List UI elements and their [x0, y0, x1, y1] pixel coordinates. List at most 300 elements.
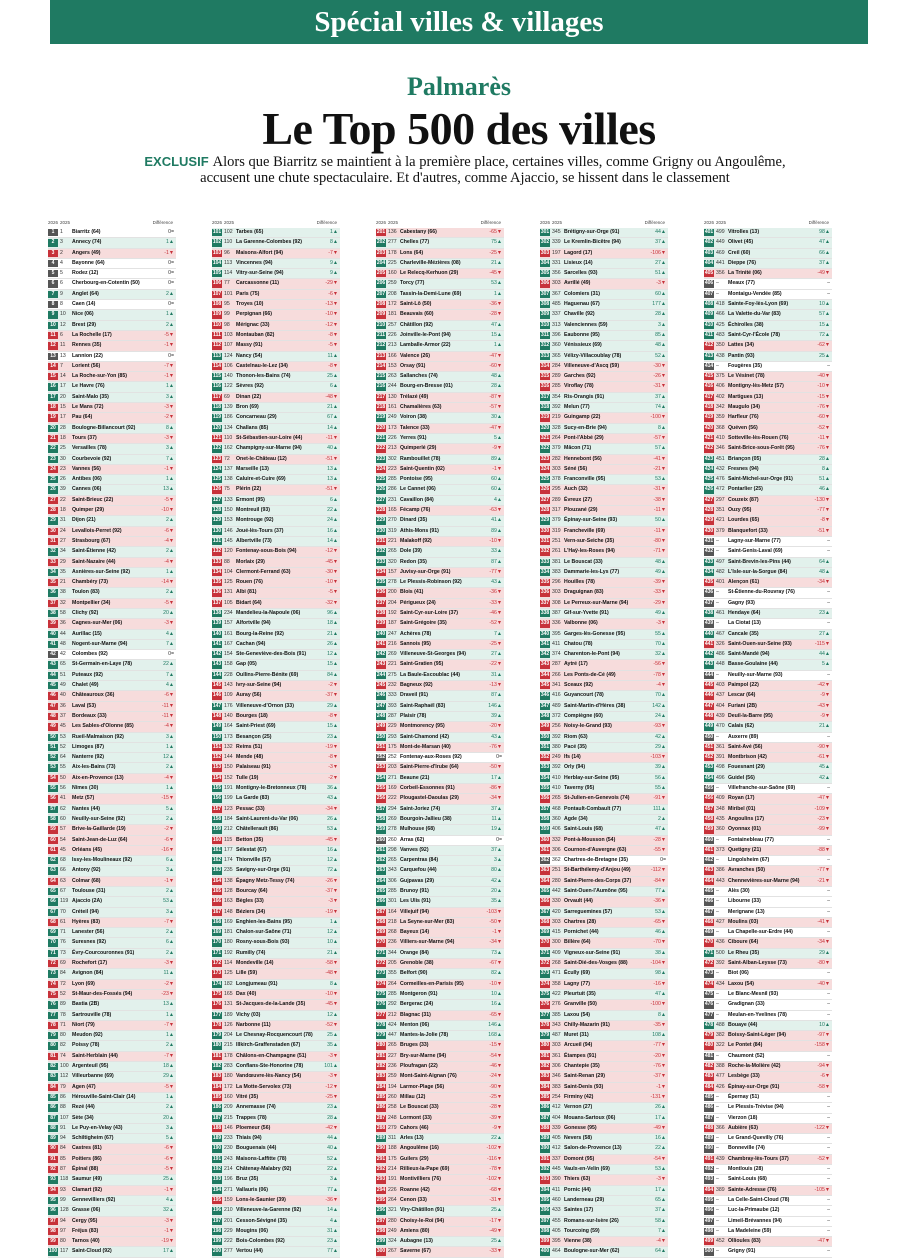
rank-2025: 41: [60, 795, 66, 802]
rank-2025: 66: [60, 867, 66, 874]
rank-difference: -19▼: [161, 1238, 174, 1245]
rank-2025: 420: [552, 908, 561, 915]
rank-difference: 12▲: [327, 651, 338, 658]
city-name: Tours (37): [72, 434, 97, 441]
city-name: Viry-Châtillon (91): [400, 1207, 445, 1214]
rank-2026: 16: [48, 383, 58, 390]
table-row: [704, 599, 832, 609]
rank-difference: 7▲: [165, 455, 174, 462]
rank-2025: 411: [552, 1186, 561, 1193]
table-row: [704, 1041, 832, 1051]
rank-difference: 9▲: [329, 270, 338, 277]
rank-2026: 62: [48, 857, 58, 864]
rank-2026: 195: [212, 1196, 222, 1203]
rank-2025: 477: [716, 1073, 725, 1080]
rank-2025: 60: [60, 815, 66, 822]
rank-difference: 2▲: [165, 548, 174, 555]
rank-2025: 153: [224, 517, 233, 524]
rank-2025: 258: [388, 1104, 397, 1111]
rank-2025: 38: [60, 589, 66, 596]
table-row: [212, 959, 340, 969]
rank-2026: 140: [212, 630, 222, 637]
table-row: [540, 1103, 668, 1113]
rank-2026: 68: [48, 919, 58, 926]
city-name: Agde (34): [564, 815, 588, 822]
rank-2026: 407: [704, 290, 714, 297]
city-name: Saint-Louis (68): [728, 1176, 767, 1183]
table-row: [376, 455, 504, 465]
table-row: [540, 279, 668, 289]
rank-2026: 447: [704, 702, 714, 709]
city-name: Ste-Geneviève-des-Bois (91): [236, 651, 307, 658]
rank-2026: 455: [704, 785, 714, 792]
city-name: Saint-Brevin-les-Pins (44): [728, 558, 791, 565]
city-name: Ploemeur (56): [236, 1124, 271, 1131]
table-row: [540, 712, 668, 722]
city-name: Maugulo (34): [728, 404, 760, 411]
table-row: [540, 1021, 668, 1031]
rank-2026: 429: [704, 517, 714, 524]
rank-2026: 153: [212, 764, 222, 771]
rank-difference: 0=: [496, 836, 502, 843]
rank-2026: 107: [212, 290, 222, 297]
table-row: [48, 259, 176, 269]
header-year-2025: 2025: [716, 220, 727, 225]
rank-2025: 445: [552, 1166, 561, 1173]
rank-difference: 66▲: [819, 249, 830, 256]
header-year-2026: 2026: [540, 220, 551, 225]
rank-difference: -8▼: [328, 362, 338, 369]
rank-2025: 94: [60, 1135, 66, 1142]
rank-2026: 266: [376, 898, 386, 905]
table-row: [704, 1103, 832, 1113]
rank-2026: 1: [48, 229, 58, 236]
table-row: [48, 1186, 176, 1196]
city-name: Perpignan (66): [236, 311, 273, 318]
rank-difference: -9▼: [820, 712, 830, 719]
rank-2026: 99: [48, 1238, 58, 1245]
table-row: [540, 763, 668, 773]
city-name: Chantepie (35): [564, 1063, 600, 1070]
rank-difference: -2▼: [328, 682, 338, 689]
rank-2025: 212: [224, 826, 233, 833]
rank-2026: 35: [48, 579, 58, 586]
rank-2025: 267: [388, 1248, 397, 1255]
rank-difference: 2▲: [165, 929, 174, 936]
rank-2025: 260: [388, 836, 397, 843]
city-name: Strasbourg (67): [72, 537, 111, 544]
rank-2025: 277: [224, 1248, 233, 1255]
table-row: [540, 424, 668, 434]
table-row: [376, 372, 504, 382]
rank-2026: 255: [376, 785, 386, 792]
rank-difference: 29▲: [655, 743, 666, 750]
city-name: Lyon (69): [72, 980, 95, 987]
rank-difference: -48▼: [325, 393, 338, 400]
rank-2026: 139: [212, 620, 222, 627]
header-year-2025: 2025: [224, 220, 235, 225]
city-name: Belfort (90): [400, 970, 428, 977]
table-row: [48, 434, 176, 444]
rank-2025: 366: [716, 1124, 725, 1131]
city-name: Lagny (77): [564, 980, 590, 987]
table-row: [48, 1114, 176, 1124]
table-row: [704, 382, 832, 392]
rank-difference: 48▲: [655, 558, 666, 565]
city-name: Garches (92): [564, 373, 596, 380]
table-row: [212, 537, 340, 547]
city-name: Saint-Brice-sous-Forêt (95): [728, 445, 795, 452]
table-row: [376, 537, 504, 547]
table-row: [540, 1155, 668, 1165]
rank-2026: 249: [376, 723, 386, 730]
table-row: [540, 1114, 668, 1124]
city-name: Chaumont (52): [728, 1052, 765, 1059]
table-row: [48, 702, 176, 712]
rank-2025: 49: [60, 682, 66, 689]
rank-2026: 392: [540, 1166, 550, 1173]
rank-2025: 381: [552, 558, 561, 565]
rank-2025: 79: [60, 1083, 66, 1090]
table-row: [704, 413, 832, 423]
rank-difference: 60▲: [491, 476, 502, 483]
city-name: Orly (94): [564, 764, 586, 771]
rank-2026: 229: [376, 517, 386, 524]
rank-2025: 333: [388, 692, 397, 699]
rank-difference: 40▲: [327, 445, 338, 452]
table-row: [704, 331, 832, 341]
city-name: Illkirch-Graffenstaden (67): [236, 1042, 301, 1049]
table-row: [704, 774, 832, 784]
rank-difference: 53▲: [655, 908, 666, 915]
rank-difference: 10▲: [819, 301, 830, 308]
city-name: Vallauris (06): [236, 1186, 269, 1193]
rank-2025: 460: [552, 1196, 561, 1203]
table-row: [212, 630, 340, 640]
city-name: Rambouillet (78): [400, 455, 441, 462]
rank-2025: 248: [388, 1114, 397, 1121]
city-name: Avranches (50): [728, 867, 766, 874]
city-name: Anglet (64): [72, 290, 99, 297]
table-row: [212, 774, 340, 784]
rank-difference: 21▲: [327, 949, 338, 956]
table-row: [212, 434, 340, 444]
table-row: [212, 1217, 340, 1227]
rank-2025: 332: [552, 836, 561, 843]
rank-difference: 75▲: [491, 239, 502, 246]
city-name: Lorient (56): [72, 362, 101, 369]
city-name: Épinay-sur-Orge (91): [728, 1083, 780, 1090]
rank-2025: 306: [552, 846, 561, 853]
rank-2026: 325: [540, 476, 550, 483]
rank-2025: 154: [224, 651, 233, 658]
city-name: Échirolles (38): [728, 321, 764, 328]
rank-2025: 410: [552, 774, 561, 781]
table-row: [212, 588, 340, 598]
table-row: [540, 455, 668, 465]
rank-difference: -45▼: [489, 270, 502, 277]
rank-2025: 254: [552, 1093, 561, 1100]
city-name: Guyancourt (78): [564, 692, 604, 699]
table-row: [212, 609, 340, 619]
rank-2025: 264: [552, 434, 561, 441]
table-row: [48, 619, 176, 629]
city-name: Bruz (35): [236, 1176, 259, 1183]
table-row: [540, 1083, 668, 1093]
rank-2025: 486: [716, 651, 725, 658]
rank-2026: 177: [212, 1011, 222, 1018]
table-row: [704, 424, 832, 434]
table-row: [540, 228, 668, 238]
table-row: [540, 1011, 668, 1021]
table-row: [48, 877, 176, 887]
table-row: [48, 897, 176, 907]
rank-2026: 445: [704, 682, 714, 689]
city-name: Savigny-sur-Orge (91): [236, 867, 291, 874]
rank-difference: 48▲: [655, 342, 666, 349]
city-name: Chalon-sur-Saône (71): [236, 929, 292, 936]
rank-2026: 52: [48, 754, 58, 761]
rank-2025: 120: [224, 548, 233, 555]
rank-2026: 328: [540, 507, 550, 514]
table-row: [704, 753, 832, 763]
city-name: Bron (69): [236, 404, 259, 411]
city-name: Pessac (33): [236, 805, 265, 812]
rank-difference: 21▲: [491, 259, 502, 266]
city-name: Saint-Ouen-sur-Seine (93): [728, 640, 792, 647]
city-name: Angoulins (17): [728, 815, 765, 822]
rank-2026: 470: [704, 939, 714, 946]
rank-2025: 261: [552, 548, 561, 555]
table-row: [376, 1093, 504, 1103]
city-name: Trappes (78): [236, 1114, 267, 1121]
rank-2026: 376: [540, 1001, 550, 1008]
rank-2026: 34: [48, 569, 58, 576]
rank-2026: 287: [376, 1114, 386, 1121]
rank-difference: 22▲: [655, 1145, 666, 1152]
rank-2025: 265: [388, 857, 397, 864]
city-name: Alfortville (94): [236, 620, 271, 627]
rank-2025: 383: [552, 1083, 561, 1090]
rank-2026: 205: [376, 270, 386, 277]
table-row: [704, 1165, 832, 1175]
table-row: [48, 949, 176, 959]
table-row: [48, 691, 176, 701]
rank-difference: 10▲: [327, 939, 338, 946]
table-row: [212, 238, 340, 248]
rank-2025: 230: [224, 1145, 233, 1152]
rank-difference: -67▼: [489, 960, 502, 967]
rank-2025: 283: [224, 1063, 233, 1070]
city-name: La Garenne-Colombes (92): [236, 239, 303, 246]
city-name: Saint-Lô (50): [400, 301, 432, 308]
rank-difference: 0=: [168, 651, 174, 658]
rank-difference: 16▲: [655, 1135, 666, 1142]
table-row: [48, 650, 176, 660]
rank-difference: -62▼: [817, 342, 830, 349]
rank-difference: -15▼: [489, 1042, 502, 1049]
rank-difference: 98▲: [819, 229, 830, 235]
rank-2026: 360: [540, 836, 550, 843]
city-name: Sarcelles (93): [564, 270, 598, 277]
rank-2026: 100: [48, 1248, 58, 1255]
city-name: Les Ulis (91): [400, 898, 431, 905]
table-row: [540, 1031, 668, 1041]
table-row: [376, 630, 504, 640]
rank-difference: -91▼: [653, 795, 666, 802]
city-name: Bourges (18): [236, 712, 268, 719]
rank-2025: 52: [60, 743, 66, 750]
rank-difference: 0=: [168, 301, 174, 308]
city-name: Aix-les-Bains (73): [72, 764, 116, 771]
rank-difference: –: [827, 970, 830, 977]
city-name: La Garde (83): [236, 795, 270, 802]
rank-2025: –: [716, 1196, 719, 1203]
rank-difference: 64▲: [655, 1248, 666, 1255]
table-row: [376, 980, 504, 990]
table-row: [376, 619, 504, 629]
city-name: Villeneuve-St-Georges (94): [400, 651, 466, 658]
rank-2026: 54: [48, 775, 58, 782]
table-row: [704, 485, 832, 495]
city-name: Pau (64): [72, 414, 93, 421]
rank-2025: 497: [716, 558, 725, 565]
rank-2026: 489: [704, 1135, 714, 1142]
rank-2025: 265: [388, 1042, 397, 1049]
table-row: [704, 1144, 832, 1154]
rank-difference: 80▲: [491, 867, 502, 874]
table-row: [704, 877, 832, 887]
rank-2026: 202: [376, 239, 386, 246]
rank-difference: 49▲: [655, 609, 666, 616]
table-row: [48, 815, 176, 825]
rank-2025: 391: [716, 754, 725, 761]
city-name: Alençon (61): [728, 579, 760, 586]
rank-difference: 168▲: [488, 1032, 502, 1039]
rank-difference: -10▼: [325, 579, 338, 586]
table-row: [376, 1175, 504, 1185]
header-year-2026: 2026: [212, 220, 223, 225]
rank-difference: 12▲: [327, 1011, 338, 1018]
table-row: [376, 341, 504, 351]
rank-2025: 379: [552, 517, 561, 524]
rank-2026: 399: [540, 1238, 550, 1245]
rank-2026: 475: [704, 990, 714, 997]
rank-2025: 69: [60, 960, 66, 967]
rank-difference: -13▼: [489, 682, 502, 689]
rank-difference: -60▼: [489, 362, 502, 369]
rank-difference: -32▼: [325, 599, 338, 606]
table-row: [376, 877, 504, 887]
rank-difference: -8▼: [820, 517, 830, 524]
rank-2026: 388: [540, 1124, 550, 1131]
table-row: [704, 743, 832, 753]
rank-2025: 192: [388, 609, 397, 616]
rank-2025: 392: [552, 733, 561, 740]
rank-2025: 361: [552, 1052, 561, 1059]
rank-2026: 317: [540, 393, 550, 400]
city-name: St-Jacques-de-la-Lande (35): [236, 1001, 306, 1008]
city-name: Sannois (95): [400, 640, 431, 647]
rank-2025: 182: [224, 980, 233, 987]
rank-2025: 205: [388, 960, 397, 967]
city-name: Bastia (2B): [72, 1001, 100, 1008]
rank-2025: 286: [388, 486, 397, 493]
table-row: [704, 300, 832, 310]
rank-difference: 2▲: [165, 815, 174, 822]
rank-2025: 45: [60, 723, 66, 730]
rank-difference: 48▲: [491, 373, 502, 380]
table-row: [48, 1217, 176, 1227]
rank-2026: 251: [376, 743, 386, 750]
table-row: [48, 805, 176, 815]
city-name: Laxou (54): [728, 980, 754, 987]
city-name: Vaulx-en-Velin (69): [564, 1166, 610, 1173]
rank-difference: –: [827, 1217, 830, 1224]
rank-2025: 34: [60, 548, 66, 555]
table-row: [540, 1062, 668, 1072]
rank-2026: 281: [376, 1052, 386, 1059]
rank-2026: 386: [540, 1104, 550, 1111]
rank-2026: 221: [376, 434, 386, 441]
rank-2026: 363: [540, 867, 550, 874]
rank-2025: 36: [60, 702, 66, 709]
city-name: Salon-de-Provence (13): [564, 1145, 622, 1152]
rank-2025: 56: [60, 785, 66, 792]
rank-difference: -21▼: [653, 465, 666, 472]
rank-2025: 117: [60, 1248, 69, 1255]
table-row: [376, 815, 504, 825]
table-row: [48, 846, 176, 856]
rank-2025: 337: [552, 311, 561, 318]
table-row: [704, 1062, 832, 1072]
rank-2025: 180: [224, 1073, 233, 1080]
rank-2026: 43: [48, 661, 58, 668]
rank-2026: 59: [48, 826, 58, 833]
table-row: [376, 712, 504, 722]
rank-2026: 265: [376, 888, 386, 894]
table-row: [48, 403, 176, 413]
table-row: [540, 537, 668, 547]
table-row: [212, 496, 340, 506]
table-row: [704, 908, 832, 918]
rank-difference: -4▼: [164, 723, 174, 730]
rank-2026: 245: [376, 682, 386, 689]
table-row: [212, 1227, 340, 1237]
rank-2026: 339: [540, 620, 550, 627]
table-row: [540, 825, 668, 835]
table-row: [48, 928, 176, 938]
city-name: Vanves (92): [400, 846, 429, 853]
rank-2026: 361: [540, 846, 550, 853]
table-row: [212, 455, 340, 465]
rank-2025: 173: [224, 733, 233, 740]
rank-2026: 473: [704, 970, 714, 977]
table-row: [704, 722, 832, 732]
rank-difference: 7▲: [493, 630, 502, 637]
rank-difference: 29▲: [327, 702, 338, 709]
rank-2026: 275: [376, 990, 386, 997]
rank-2026: 215: [376, 373, 386, 380]
city-name: Bouaye (44): [728, 1021, 758, 1028]
rank-2026: 208: [376, 301, 386, 308]
rank-difference: 5▲: [821, 661, 830, 668]
rank-2025: 191: [388, 1176, 397, 1183]
rank-2025: 389: [716, 1186, 725, 1193]
table-row: [376, 403, 504, 413]
rank-2025: 37: [60, 712, 66, 719]
city-name: Palaiseau (91): [236, 764, 271, 771]
